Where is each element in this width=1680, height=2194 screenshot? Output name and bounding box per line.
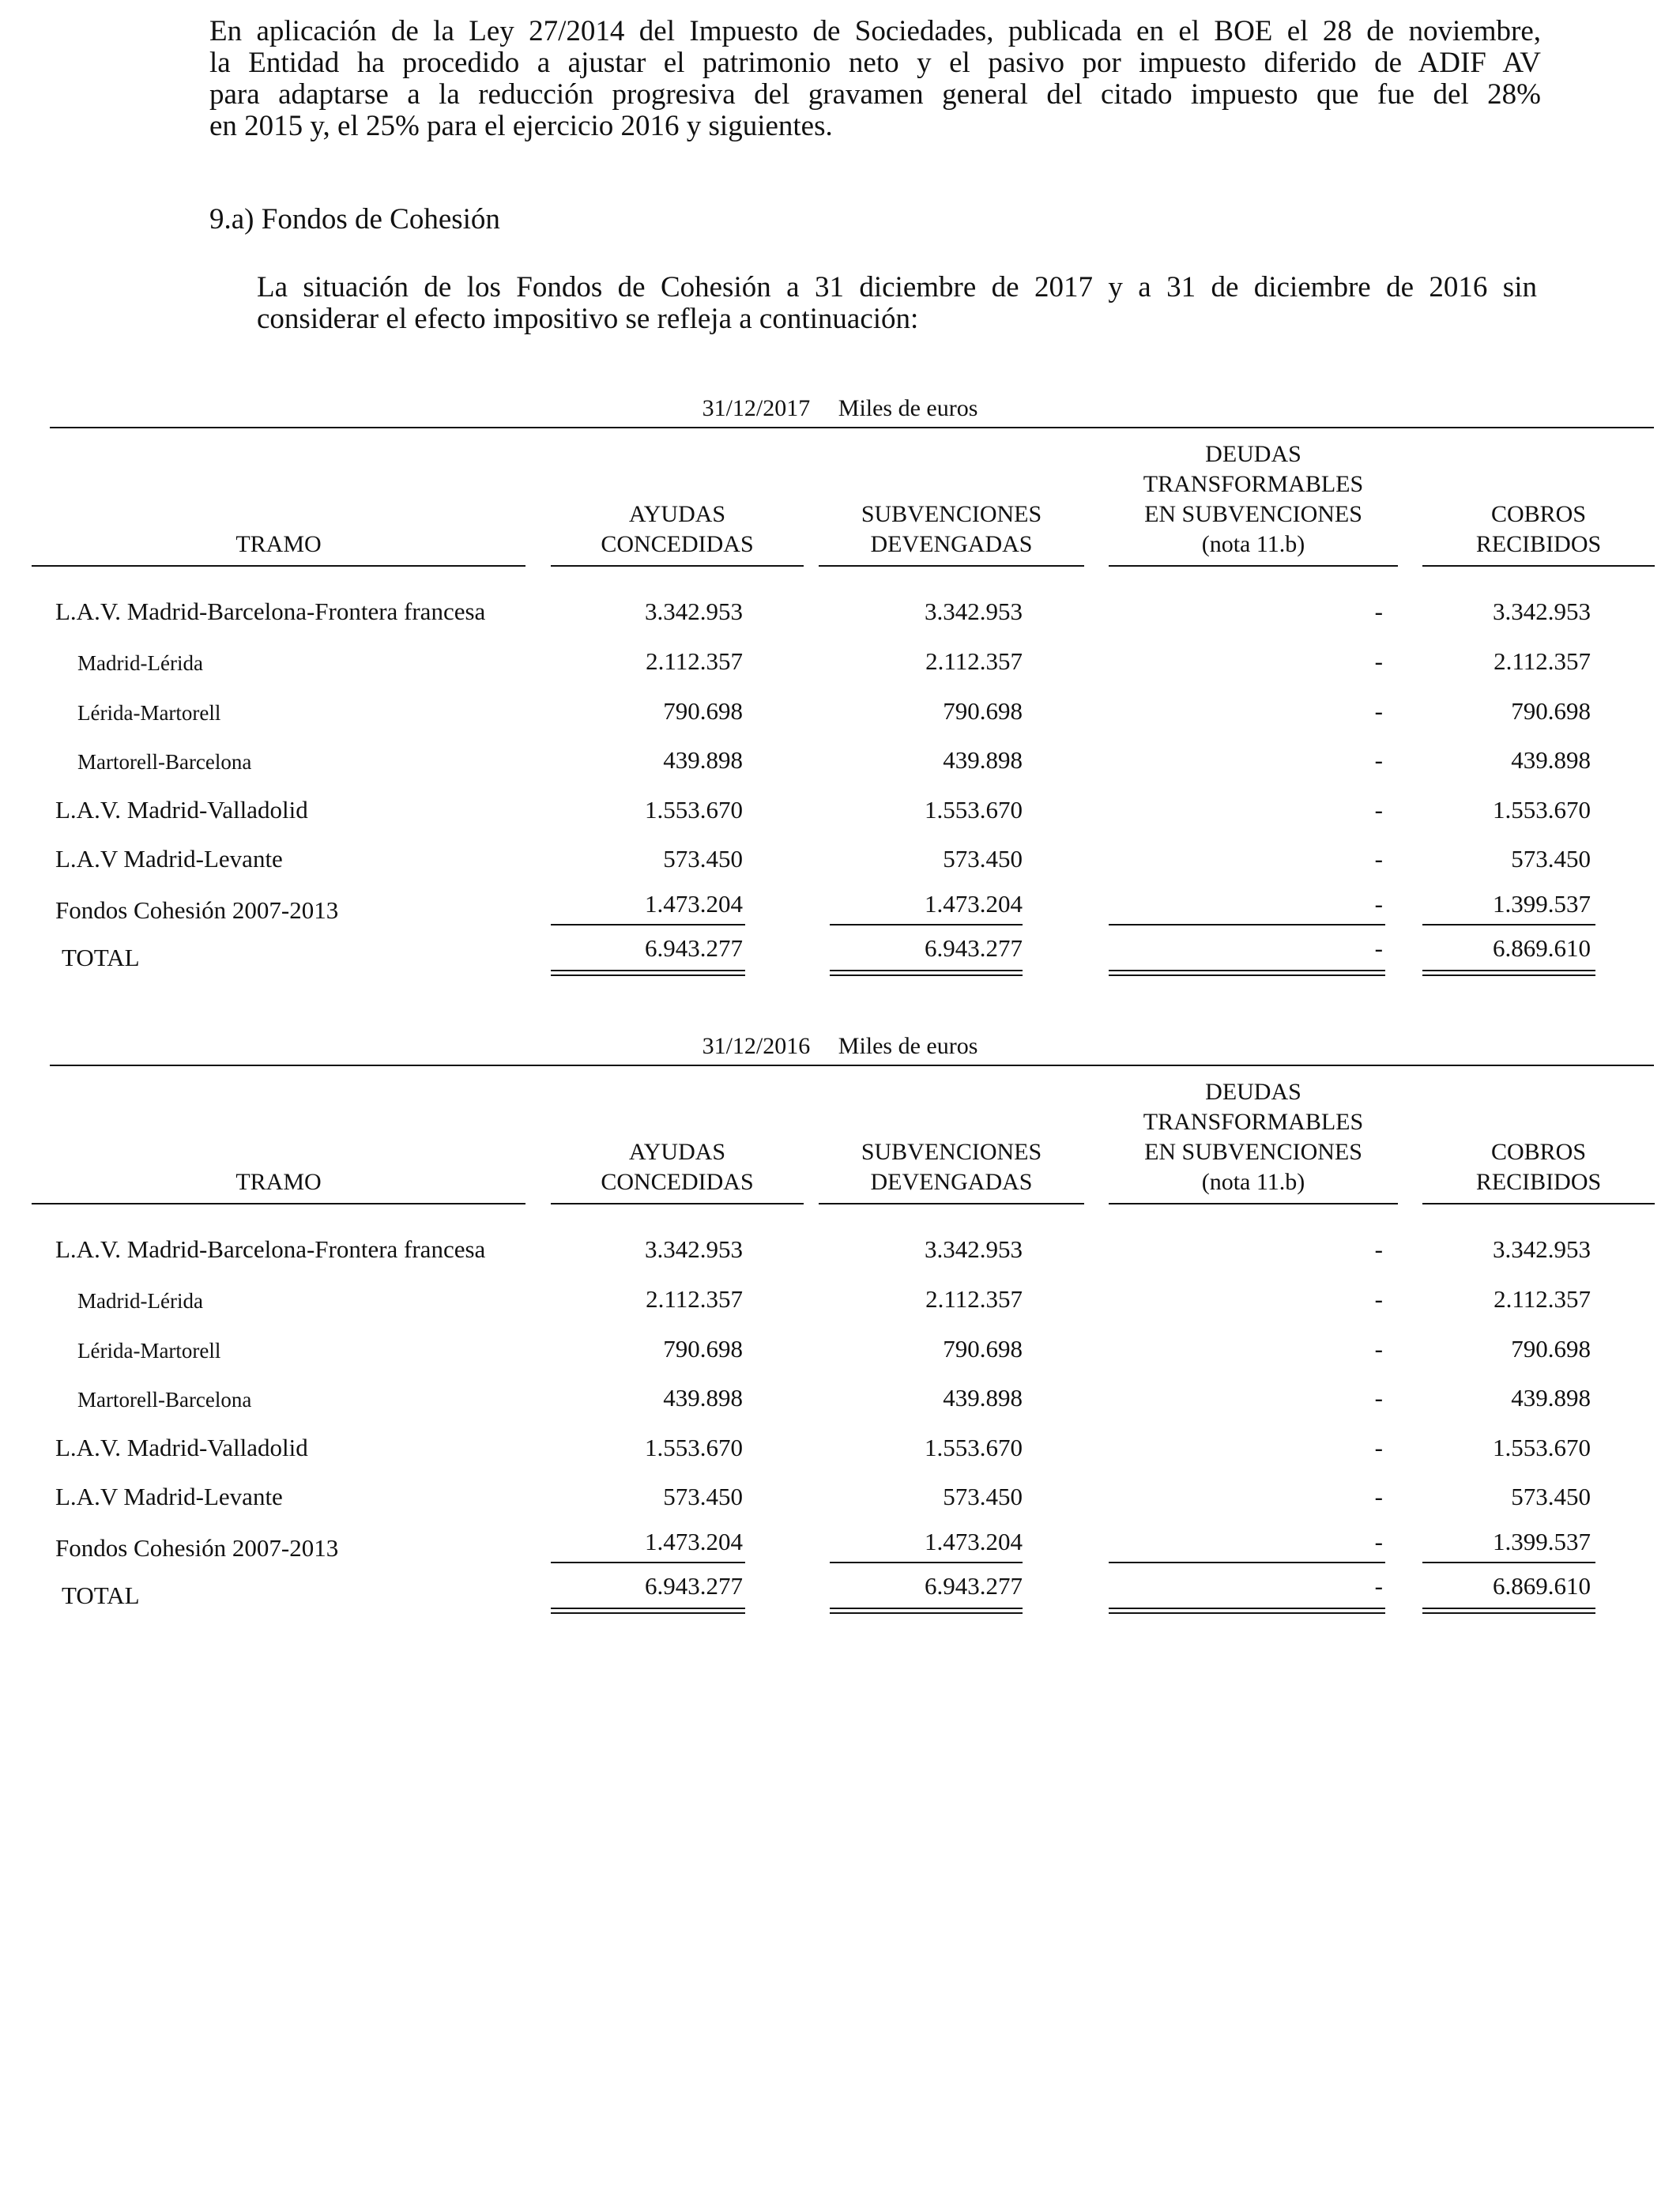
total-double-rule <box>1422 1608 1595 1614</box>
cell-subvenciones: 573.450 <box>943 1483 1023 1510</box>
cell-cobros: 1.399.537 <box>1493 890 1591 918</box>
header-line: EN SUBVENCIONES <box>1144 1139 1362 1165</box>
cell-deudas: - <box>1374 1483 1383 1510</box>
column-header-deudas <box>1109 1077 1398 1197</box>
row-label: L.A.V Madrid-Levante <box>55 845 283 873</box>
column-header-cobros <box>1422 499 1655 560</box>
cell-subvenciones: 790.698 <box>943 1335 1023 1363</box>
cell-deudas: - <box>1374 647 1383 675</box>
header-underline <box>32 565 525 567</box>
cell-subvenciones: 1.553.670 <box>925 1434 1023 1461</box>
column-header-ayudas <box>551 499 804 560</box>
header-underline <box>819 1203 1084 1204</box>
total-double-rule <box>1109 1608 1385 1614</box>
header-line: CONCEDIDAS <box>601 531 754 557</box>
header-underline <box>819 565 1084 567</box>
table-row <box>0 745 1680 794</box>
table-row <box>0 1234 1680 1283</box>
table-unit: Miles de euros <box>838 1033 978 1059</box>
cell-ayudas: 573.450 <box>663 845 743 873</box>
header-line: (nota 11.b) <box>1201 1169 1305 1195</box>
cell-deudas: - <box>1374 1572 1383 1600</box>
total-double-rule <box>1422 970 1595 976</box>
cell-ayudas: 2.112.357 <box>646 647 743 675</box>
subtotal-rule <box>1422 1562 1595 1563</box>
table-row <box>0 1284 1680 1333</box>
column-header-ayudas <box>551 1137 804 1197</box>
table-row <box>0 843 1680 892</box>
cell-ayudas: 439.898 <box>663 1384 743 1412</box>
header-line: AYUDAS <box>628 1139 726 1165</box>
cell-ayudas: 6.943.277 <box>645 934 743 962</box>
total-double-rule <box>830 970 1023 976</box>
cell-ayudas: 1.553.670 <box>645 796 743 824</box>
cell-subvenciones: 1.473.204 <box>925 890 1023 918</box>
total-double-rule <box>1109 970 1385 976</box>
row-label: Fondos Cohesión 2007-2013 <box>55 896 339 924</box>
column-header-subvenciones <box>819 499 1084 560</box>
cell-ayudas: 1.473.204 <box>645 890 743 918</box>
funds-table-2017 <box>0 395 1680 996</box>
cell-ayudas: 439.898 <box>663 746 743 774</box>
cell-cobros: 3.342.953 <box>1493 1235 1591 1263</box>
cell-cobros: 3.342.953 <box>1493 598 1591 625</box>
table-caption <box>0 395 1680 422</box>
table-row <box>0 596 1680 645</box>
cell-cobros: 573.450 <box>1511 1483 1591 1510</box>
header-underline <box>32 1203 525 1204</box>
cell-ayudas: 1.553.670 <box>645 1434 743 1461</box>
cell-subvenciones: 439.898 <box>943 1384 1023 1412</box>
funds-table-2016 <box>0 1033 1680 1634</box>
subtotal-rule <box>1109 1562 1385 1563</box>
column-header-subvenciones <box>819 1137 1084 1197</box>
table-row <box>0 646 1680 695</box>
cell-subvenciones: 3.342.953 <box>925 598 1023 625</box>
header-line: SUBVENCIONES <box>861 501 1042 527</box>
header-line: TRANSFORMABLES <box>1143 471 1364 497</box>
cell-cobros: 6.869.610 <box>1493 1572 1591 1600</box>
header-line: DEUDAS <box>1205 441 1301 467</box>
cell-ayudas: 1.473.204 <box>645 1528 743 1555</box>
row-label: L.A.V. Madrid-Valladolid <box>55 1434 308 1461</box>
row-label: Madrid-Lérida <box>77 651 203 675</box>
header-line: TRAMO <box>235 1169 322 1195</box>
subtotal-rule <box>551 1562 745 1563</box>
body-line: La situación de los Fondos de Cohesión a 31 diciembre de 2017 y a 31 de diciembre de 2016 sin <box>257 271 1537 303</box>
intro-paragraph <box>209 16 1541 142</box>
table-top-rule <box>50 427 1654 428</box>
subtotal-rule <box>551 924 745 925</box>
column-header-tramo <box>32 1167 525 1197</box>
table-row <box>0 1526 1680 1575</box>
cell-deudas: - <box>1374 1235 1383 1263</box>
cell-cobros: 2.112.357 <box>1494 1285 1591 1313</box>
cell-deudas: - <box>1374 845 1383 873</box>
cell-ayudas: 573.450 <box>663 1483 743 1510</box>
cell-ayudas: 790.698 <box>663 697 743 725</box>
body-paragraph <box>257 272 1537 335</box>
total-double-rule <box>830 1608 1023 1614</box>
column-header-deudas <box>1109 439 1398 560</box>
cell-deudas: - <box>1374 1434 1383 1461</box>
cell-subvenciones: 1.473.204 <box>925 1528 1023 1555</box>
cell-deudas: - <box>1374 1335 1383 1363</box>
cell-subvenciones: 2.112.357 <box>925 647 1023 675</box>
cell-deudas: - <box>1374 1285 1383 1313</box>
cell-deudas: - <box>1374 934 1383 962</box>
column-header-tramo <box>32 530 525 560</box>
header-underline <box>1109 1203 1398 1204</box>
header-underline <box>1422 565 1655 567</box>
cell-cobros: 573.450 <box>1511 845 1591 873</box>
header-line: DEVENGADAS <box>870 1169 1033 1195</box>
cell-cobros: 790.698 <box>1511 1335 1591 1363</box>
cell-cobros: 1.553.670 <box>1493 796 1591 824</box>
subtotal-rule <box>830 924 1023 925</box>
table-date: 31/12/2017 <box>702 395 811 421</box>
cell-subvenciones: 1.553.670 <box>925 796 1023 824</box>
cell-deudas: - <box>1374 796 1383 824</box>
header-underline <box>551 1203 804 1204</box>
table-date: 31/12/2016 <box>702 1033 811 1059</box>
row-label: Martorell-Barcelona <box>77 1388 252 1412</box>
header-underline <box>551 565 804 567</box>
table-row <box>0 696 1680 745</box>
table-row <box>0 1432 1680 1481</box>
header-line: COBROS <box>1490 1139 1587 1165</box>
cell-ayudas: 790.698 <box>663 1335 743 1363</box>
intro-line: para adaptarse a la reducción progresiva del gravamen general del citado impuesto que fue del 28% <box>209 78 1541 111</box>
header-line: TRANSFORMABLES <box>1143 1109 1364 1135</box>
cell-deudas: - <box>1374 890 1383 918</box>
row-label: Lérida-Martorell <box>77 1339 221 1363</box>
cell-deudas: - <box>1374 746 1383 774</box>
table-row <box>0 888 1680 937</box>
total-double-rule <box>551 970 745 976</box>
intro-line: la Entidad ha procedido a ajustar el patrimonio neto y el pasivo por impuesto diferido de ADIF AV <box>209 47 1541 79</box>
cell-subvenciones: 790.698 <box>943 697 1023 725</box>
column-header-cobros <box>1422 1137 1655 1197</box>
cell-subvenciones: 573.450 <box>943 845 1023 873</box>
cell-deudas: - <box>1374 1528 1383 1555</box>
table-row <box>0 794 1680 843</box>
cell-subvenciones: 6.943.277 <box>925 1572 1023 1600</box>
body-line: considerar el efecto impositivo se refleja a continuación: <box>257 303 919 335</box>
header-underline <box>1109 565 1398 567</box>
row-label: L.A.V. Madrid-Barcelona-Frontera francesa <box>55 598 486 625</box>
header-line: EN SUBVENCIONES <box>1144 501 1362 527</box>
header-line: RECIBIDOS <box>1475 1169 1602 1195</box>
cell-cobros: 6.869.610 <box>1493 934 1591 962</box>
row-label: Martorell-Barcelona <box>77 750 252 774</box>
cell-cobros: 439.898 <box>1511 1384 1591 1412</box>
row-label: TOTAL <box>62 944 140 971</box>
table-row <box>0 1382 1680 1431</box>
header-line: RECIBIDOS <box>1475 531 1602 557</box>
row-label: TOTAL <box>62 1581 140 1609</box>
cell-ayudas: 2.112.357 <box>646 1285 743 1313</box>
cell-subvenciones: 439.898 <box>943 746 1023 774</box>
header-line: SUBVENCIONES <box>861 1139 1042 1165</box>
header-line: (nota 11.b) <box>1201 531 1305 557</box>
header-line: CONCEDIDAS <box>601 1169 754 1195</box>
cell-cobros: 1.553.670 <box>1493 1434 1591 1461</box>
row-label: Fondos Cohesión 2007-2013 <box>55 1534 339 1562</box>
cell-deudas: - <box>1374 1384 1383 1412</box>
cell-ayudas: 3.342.953 <box>645 598 743 625</box>
row-label: Madrid-Lérida <box>77 1289 203 1313</box>
header-line: AYUDAS <box>628 501 726 527</box>
header-line: COBROS <box>1490 501 1587 527</box>
subtotal-rule <box>830 1562 1023 1563</box>
row-label: L.A.V. Madrid-Barcelona-Frontera francesa <box>55 1235 486 1263</box>
header-line: TRAMO <box>235 531 322 557</box>
cell-ayudas: 3.342.953 <box>645 1235 743 1263</box>
table-row <box>0 1333 1680 1382</box>
table-row <box>0 1481 1680 1530</box>
header-line: DEVENGADAS <box>870 531 1033 557</box>
cell-subvenciones: 6.943.277 <box>925 934 1023 962</box>
intro-line: En aplicación de la Ley 27/2014 del Impuesto de Sociedades, publicada en el BOE el 28 de noviembre, <box>209 15 1541 47</box>
total-double-rule <box>551 1608 745 1614</box>
table-caption <box>0 1033 1680 1060</box>
subtotal-rule <box>1422 924 1595 925</box>
cell-subvenciones: 2.112.357 <box>925 1285 1023 1313</box>
section-heading: 9.a) Fondos de Cohesión <box>209 203 500 236</box>
row-label: L.A.V. Madrid-Valladolid <box>55 796 308 824</box>
intro-line: en 2015 y, el 25% para el ejercicio 2016 y siguientes. <box>209 110 833 142</box>
cell-ayudas: 6.943.277 <box>645 1572 743 1600</box>
subtotal-rule <box>1109 924 1385 925</box>
header-underline <box>1422 1203 1655 1204</box>
cell-cobros: 790.698 <box>1511 697 1591 725</box>
cell-cobros: 1.399.537 <box>1493 1528 1591 1555</box>
table-unit: Miles de euros <box>838 395 978 421</box>
row-label: L.A.V Madrid-Levante <box>55 1483 283 1510</box>
cell-subvenciones: 3.342.953 <box>925 1235 1023 1263</box>
cell-cobros: 2.112.357 <box>1494 647 1591 675</box>
cell-deudas: - <box>1374 598 1383 625</box>
table-top-rule <box>50 1065 1654 1066</box>
header-line: DEUDAS <box>1205 1079 1301 1105</box>
row-label: Lérida-Martorell <box>77 701 221 725</box>
cell-deudas: - <box>1374 697 1383 725</box>
cell-cobros: 439.898 <box>1511 746 1591 774</box>
